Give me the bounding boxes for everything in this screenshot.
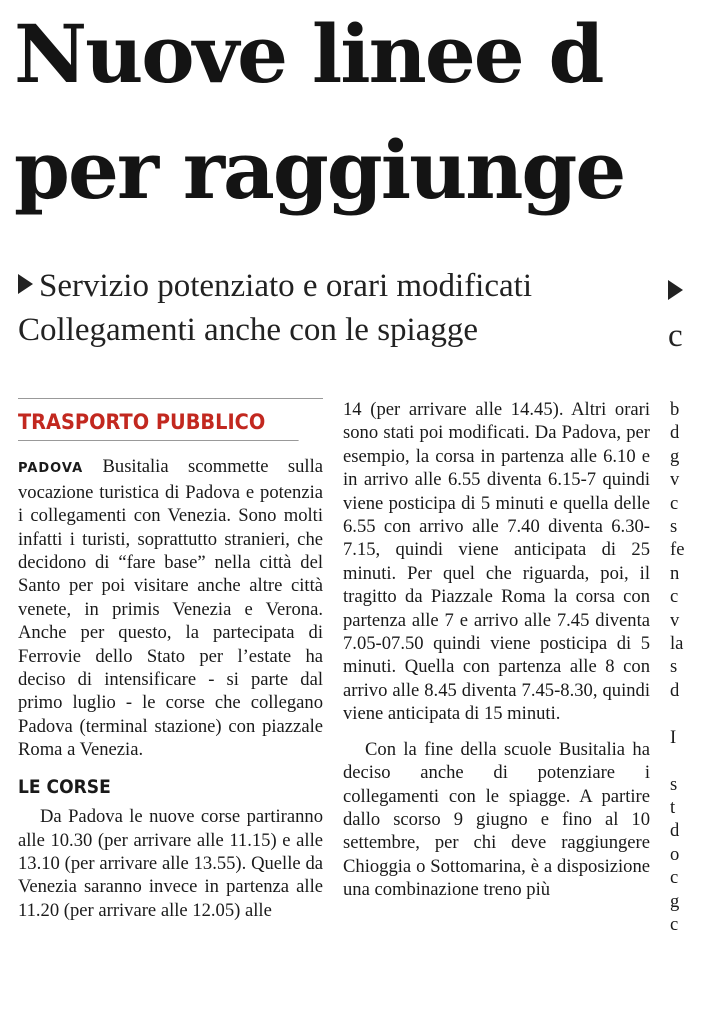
column-3-line: s bbox=[670, 516, 678, 538]
column-3-line bbox=[670, 702, 710, 725]
column-3-line: d bbox=[670, 422, 680, 444]
subheadline bbox=[18, 264, 718, 352]
column-3-line: c bbox=[670, 913, 679, 935]
headline-line-1: Nuove linee d bbox=[14, 7, 603, 101]
subheadline-line-1: Servizio potenziato e orari modificati bbox=[18, 264, 718, 308]
adjacent-subheadline-fragment: c bbox=[668, 270, 689, 358]
article-paragraph: PADOVA Busitalia scommette sulla vocazione turistica di Padova e potenzia i collegamenti con Venezia. Sono molti infatti i turisti, soprattutto stranieri, che decidono di “fare base” nella città del Santo per poi visitare anche altre città venete, in primis Venezia e Verona. Anche per questo, la partecipata di Ferrovie dello Stato per l’estate ha deciso di intensificare - si parte dal primo luglio - le corse che collegano Padova (terminal stazione) con piazzale Roma a Venezia. bbox=[18, 456, 323, 761]
section-heading: LE CORSE bbox=[18, 775, 111, 798]
headline-line-2: per raggiunge bbox=[14, 123, 625, 217]
column-3-line: b bbox=[670, 399, 680, 420]
subheadline-line-2: Collegamenti anche con le spiagge bbox=[18, 312, 479, 348]
article-paragraph: Da Padova le nuove corse partiranno alle 10.30 (per arrivare alle 11.15) e alle 13.10 (per arrivare alle 13.55). Quelle da Venezia saranno invece in partenza alle 11.20 (per arrivare alle 12.05) alle bbox=[18, 806, 323, 921]
column-3-line: c bbox=[670, 867, 679, 889]
column-3-line: o bbox=[670, 843, 680, 865]
column-3-line: s bbox=[670, 773, 678, 795]
column-3-line: v bbox=[670, 609, 680, 631]
column-3-line: d bbox=[670, 820, 680, 842]
column-3-line: g bbox=[670, 890, 680, 912]
column-3-line: t bbox=[670, 796, 676, 818]
article-paragraph: 14 (per arrivare alle 14.45). Altri orari sono stati poi modificati. Da Padova, per esempio, la corsa in partenza alle 6.10 e in arrivo alle 6.55 diventa 6.15-7 quindi viene posticipa di 5 minuti e quella delle 6.55 con arrivo alle 7.40 diventa 6.30-7.15, quindi viene anticipata di 25 minuti. Per quel che riguarda, poi, il tragitto da Piazzale Roma la corsa con partenza alle 7 e arrivo alle 7.45 diventa 7.05-07.50 quindi viene posticipa di 5 minuti. Quella con partenza alle 8 con arrivo alle 8.45 diventa 7.45-8.30, quindi viene anticipata di 15 minuti. bbox=[343, 399, 650, 725]
column-3-line: I bbox=[670, 726, 677, 748]
column-3-line bbox=[670, 749, 710, 772]
column-3-line: n bbox=[670, 562, 680, 584]
article-paragraph: Con la fine della scuole Busitalia ha deciso anche di potenziare i collegamenti con le spiagge. A partire dallo scorso 9 giugno e fino al 10 settembre, per chi deve raggiungere Chioggia o Sottomarina, è a disposizione una combinazione treno più bbox=[343, 738, 650, 901]
column-3-line: g bbox=[670, 445, 680, 467]
column-3-line: la bbox=[670, 633, 684, 655]
article-column-3-fragment bbox=[670, 398, 710, 936]
article-column-2 bbox=[343, 398, 650, 902]
triangle-bullet-icon bbox=[18, 274, 33, 294]
article-column-1 bbox=[18, 398, 323, 922]
section-kicker: TRASPORTO PUBBLICO bbox=[18, 399, 299, 441]
column-3-line: d bbox=[670, 679, 680, 701]
column-3-line: fe bbox=[670, 539, 685, 561]
triangle-bullet-icon bbox=[668, 280, 683, 300]
column-3-line: c bbox=[670, 586, 679, 608]
dateline: PADOVA bbox=[18, 461, 84, 477]
column-3-line: c bbox=[670, 492, 679, 514]
column-3-line: s bbox=[670, 656, 678, 678]
headline bbox=[14, 0, 714, 224]
column-3-line: v bbox=[670, 469, 680, 491]
